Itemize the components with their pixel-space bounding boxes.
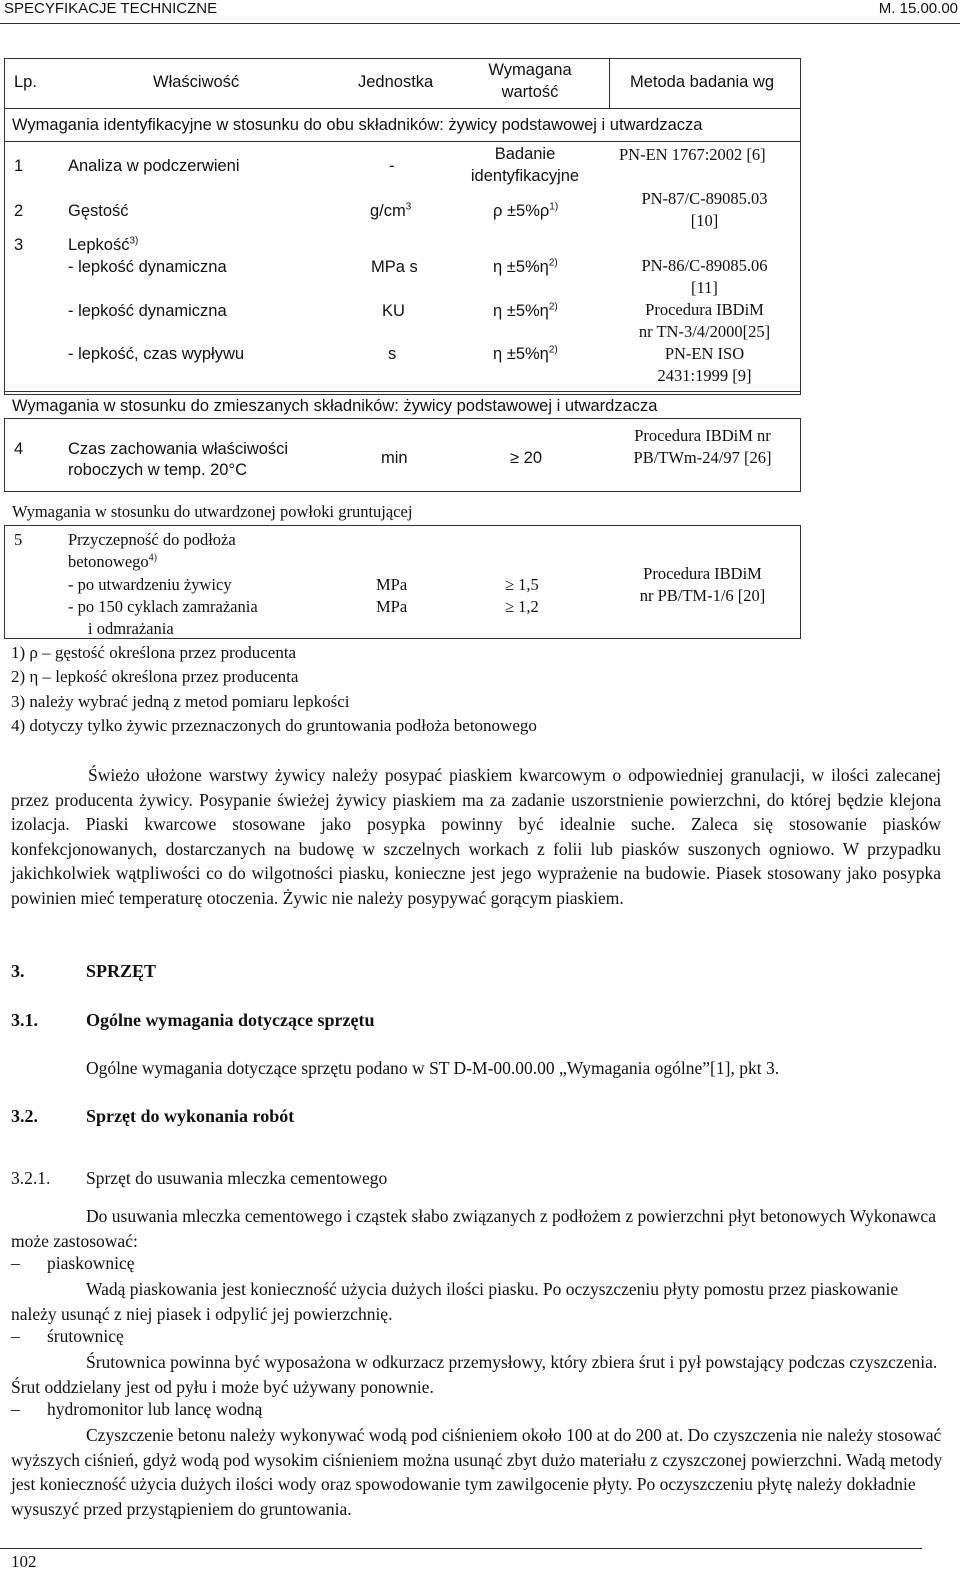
row5-method-1: Procedura IBDiM [643,564,762,583]
section-3-heading: Wymagania w stosunku do utwardzonej powłoki gruntującej [12,502,413,521]
list-item-3-text: Czyszczenie betonu należy wykonywać wodą pod ciśnieniem około 100 at do 200 at. Do czyszczenia nie należy stosować wyższych ciśnień, gdyż wodą pod wysokim ciśnieniem można usunąć zbyt dużo materiału z czyszczonej powierzchni. Wadą metody jest konieczność użycia dużych ilości wody oraz spowodowanie tym zawilgocenie płyty. Po oczyszczeniu płytę należy dokładnie wysuszyć przed przystąpieniem do gruntowania. [11,1425,943,1519]
section-3-2-number: 3.2. [11,1106,38,1126]
list-item-1-dash: – [11,1253,20,1273]
row2-unit: $g/cm^3$ [370,201,412,220]
col-property: Właściwość [153,73,240,91]
row2-method-2: [10] [690,211,719,230]
row3-sub1-label: - lepkość dynamiczna [68,258,227,276]
list-item-3-dash: – [11,1399,20,1419]
footnote-4: 4) dotyczy tylko żywic przeznaczonych do gruntowania podłoża betonowego [11,716,537,735]
row3-sub2-method-2: nr TN-3/4/2000[25] [638,322,771,341]
col-required-1: Wymagana [488,61,572,79]
row2-value: $\rho \pm 5\%\rho^{1)}$ [493,201,559,220]
footnote-3: 3) należy wybrać jedną z metod pomiaru lepkości [11,692,350,711]
col-method: Metoda badania wg [630,73,775,91]
header-title: SPECYFIKACJE TECHNICZNE [4,0,218,17]
list-item-1-name: piaskownicę [47,1253,135,1273]
section-3-title: SPRZĘT [86,961,157,981]
row2-method-1: PN-87/C-89085.03 [641,189,768,208]
list-item-1-text: Wadą piaskowania jest konieczność użycia dużych ilości piasku. Po oczyszczeniu płyty pomostu przez piaskowanie należy usunąć z niej piasek i odpylić jej powierzchnię. [11,1279,899,1324]
row3-lp: 3 [14,236,24,254]
section-3-1-text: Ogólne wymagania dotyczące sprzętu podano w ST D-M-00.00.00 „Wymagania ogólne”[1], pkt 3. [86,1058,780,1078]
row5-method-2: nr PB/TM-1/6 [20] [639,586,766,605]
row5-sub1-value: ≥ 1,5 [505,575,539,594]
row4-unit: min [381,449,408,467]
section-3-2-1-title: Sprzęt do usuwania mleczka cementowego [86,1168,388,1188]
col-unit: Jednostka [358,73,434,91]
row1-property: Analiza w podczerwieni [68,157,240,175]
paragraph-sand: Świeżo ułożone warstwy żywicy należy posypać piaskiem kwarcowym o odpowiedniej granulacji, w ilości zalecanej przez producenta żywicy. Posypanie świeżej żywicy piaskiem ma za zadanie uszorstnienie powierzchni, do której będzie klejona izolacja. Piaski kwarcowe stosowane jako posypka powinny być idealnie suche. Zaleca się stosowanie piasków konfekcjonowanych, dostarczanych na budowę w szczelnych workach z folii lub piasków suszonych ogniowo. W przypadku jakichkolwiek wątpliwości co do wilgotności piasku, konieczne jest jego wyprażenie na budowie. Piasek stosowany jako posypka powinien mieć temperaturę otoczenia. Żywic nie należy posypywać gorącym piaskiem. [11,765,941,908]
row4-value: ≥ 20 [510,449,542,467]
row3-sub1-value: $\eta \pm 5\%\eta^{2)}$ [493,257,558,276]
row3-property: Lepkość$^{3)}$ [68,235,139,254]
row5-property-2: betonowego$^{4)}$ [68,552,157,571]
row3-sub2-method-1: Procedura IBDiM [645,300,764,319]
table-line [4,141,801,142]
row3-sub2-value: $\eta \pm 5\%\eta^{2)}$ [493,301,558,320]
row5-sub2-label-2: i odmrażania [88,619,174,638]
row1-method: PN-EN 1767:2002 [6] [619,145,766,164]
section-3-2-1-number: 3.2.1. [11,1168,51,1188]
row3-sub3-unit: s [388,345,397,363]
row5-sub1-unit: MPa [376,575,408,594]
row4-property-1: Czas zachowania właściwości [68,440,289,458]
row3-sub2-label: - lepkość dynamiczna [68,302,227,320]
row5-sub2-unit: MPa [376,597,408,616]
row3-sub3-method-2: 2431:1999 [9] [657,366,752,385]
row1-lp: 1 [14,157,24,175]
section-3-2-title: Sprzęt do wykonania robót [86,1106,295,1126]
section-3-2-1-intro: Do usuwania mleczka cementowego i cząstek słabo związanych z podłożem z powierzchni płyt betonowych Wykonawca może zastosować: [11,1206,936,1251]
row5-sub1-label: - po utwardzeniu żywicy [68,575,232,594]
section-3-1-number: 3.1. [11,1010,38,1030]
section-3-1-title: Ogólne wymagania dotyczące sprzętu [86,1010,375,1030]
footnote-2: 2) η – lepkość określona przez producenta [11,667,299,686]
row5-lp: 5 [14,530,23,549]
row4-lp: 4 [14,440,24,458]
list-item-2-name: śrutownicę [47,1326,124,1346]
row3-sub1-unit: MPa s [371,258,418,276]
row4-method-2: PB/TWm-24/97 [26] [633,448,772,467]
page-number: 102 [11,1552,37,1571]
row4-property-2: roboczych w temp. 20°C [68,461,248,479]
row3-sub2-unit: KU [382,302,405,320]
list-item-3-name: hydromonitor lub lancę wodną [47,1399,263,1419]
row5-property-1: Przyczepność do podłoża [68,530,236,549]
footer-rule [0,1548,922,1549]
row4-method-1: Procedura IBDiM nr [634,426,771,445]
row5-sub2-value: ≥ 1,2 [505,597,539,616]
row5-sub2-label-1: - po 150 cyklach zamrażania [68,597,258,616]
list-item-2-dash: – [11,1326,20,1346]
row2-lp: 2 [14,202,24,220]
section-3-number: 3. [11,961,25,981]
row1-value-1: Badanie [494,145,556,163]
header-rule [0,23,960,24]
section-1-heading: Wymagania identyfikacyjne w stosunku do obu składników: żywicy podstawowej i utwardzacza [12,116,703,134]
table-line [609,58,610,108]
table-line [4,108,801,109]
row3-sub1-method-1: PN-86/C-89085.06 [641,256,768,275]
footnote-1: 1) ρ – gęstość określona przez producenta [11,643,297,662]
row1-value-2: identyfikacyjne [470,167,580,185]
table-line [4,391,801,392]
row3-sub1-method-2: [11] [691,278,718,297]
row3-sub3-method-1: PN-EN ISO [664,344,745,363]
list-item-2-text: Śrutownica powinna być wyposażona w odkurzacz przemysłowy, który zbiera śrut i pył powstający podczas czyszczenia. Śrut oddzielany jest od pyłu i może być używany ponownie. [11,1352,938,1397]
row3-sub3-label: - lepkość, czas wypływu [68,345,245,363]
header-code: M. 15.00.00 [878,0,958,17]
row2-property: Gęstość [68,202,129,220]
row1-unit: - [389,157,395,175]
col-required-2: wartość [501,83,559,101]
row3-sub3-value: $\eta \pm 5\%\eta^{2)}$ [493,344,558,363]
col-lp: Lp. [14,73,37,91]
section-2-heading: Wymagania w stosunku do zmieszanych składników: żywicy podstawowej i utwardzacza [12,397,658,415]
